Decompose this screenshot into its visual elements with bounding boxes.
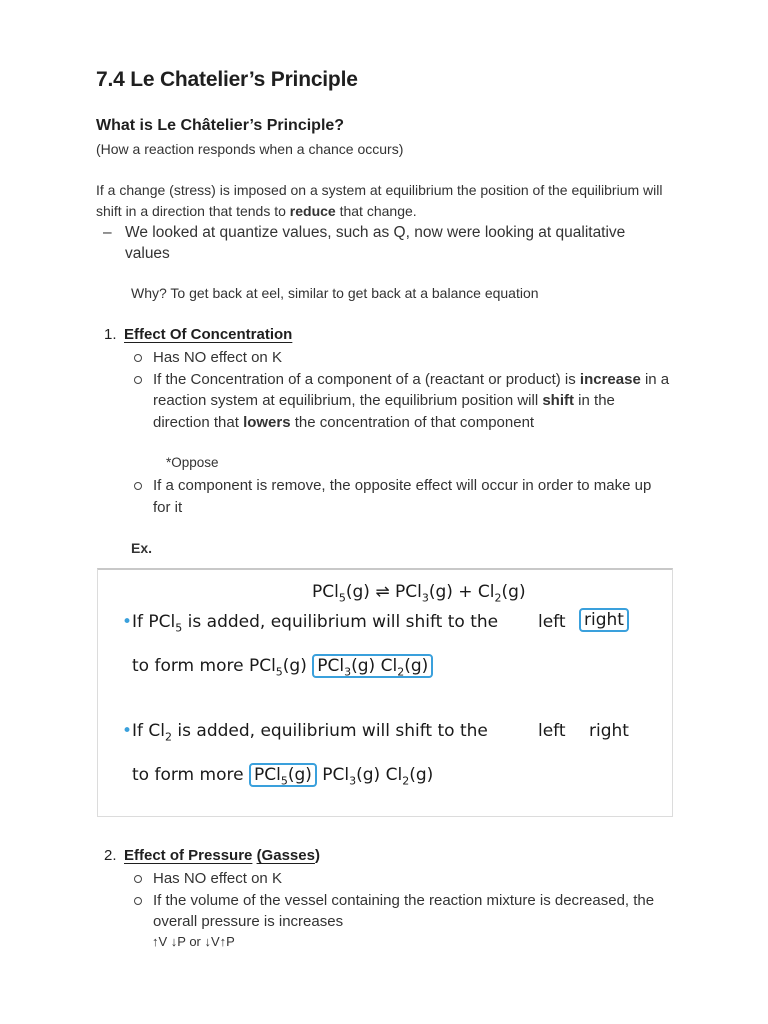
answer-highlight-box: PCl$_3$(g) $Cl_2(g)$ (312, 654, 433, 678)
circle-bullet-icon (134, 376, 142, 384)
section-subheading: (How a reaction responds when a chance occurs) (96, 141, 404, 157)
circle-bullet-icon (134, 875, 142, 883)
section2-list (131, 868, 671, 933)
section1-list-cont (131, 475, 671, 518)
dash-text: We looked at quantize values, such as Q, now were looking at qualitative values (125, 224, 626, 262)
q2-option-right: right (589, 721, 629, 741)
list-item: Has NO effect on K (131, 868, 671, 890)
dash-marker: – (103, 224, 112, 241)
question-1-form: to form more PCl$_5$(g) PCl$_3$(g) $Cl_2(g)$ (132, 656, 433, 678)
section1-heading: 1. Effect Of Concentration (104, 326, 293, 343)
list-item: Has NO effect on K (131, 347, 671, 369)
circle-bullet-icon (134, 354, 142, 362)
section1-list (131, 347, 671, 433)
question-1: •If PCl$_5$ is added, equilibrium will shift to the (122, 612, 499, 635)
bold-reduce: reduce (289, 203, 336, 219)
section2-title: Effect of Pressure (124, 847, 253, 864)
question-2: •If $Cl_2$ is added, equilibrium will shift to the (122, 721, 488, 744)
answer-highlight-box: PCl$_5$(g) (249, 763, 317, 787)
oppose-note: *Oppose (166, 455, 219, 470)
circle-bullet-icon (134, 897, 142, 905)
dash-list-item (103, 222, 673, 264)
list-item: If a component is remove, the opposite effect will occur in order to make up for it (131, 475, 671, 518)
q1-option-right (579, 610, 629, 630)
list-item: If the volume of the vessel containing the reaction mixture is decreased, the overall pressure is increases (131, 890, 671, 933)
example-slide (97, 568, 673, 817)
definition-paragraph: If a change (stress) is imposed on a system at equilibrium the position of the equilibrium will shift in a direction that tends to reduce that change. (96, 182, 663, 219)
page-title: 7.4 Le Chatelier’s Principle (96, 68, 358, 91)
circle-bullet-icon (134, 482, 142, 490)
why-note: Why? To get back at eel, similar to get back at a balance equation (131, 285, 539, 301)
section-heading: What is Le Châtelier’s Principle? (96, 117, 345, 134)
section2-heading: 2. Effect of Pressure (Gasses) (104, 847, 320, 864)
reaction-equation: PCl$_5$(g) ⇌ $PCl_3(g) + Cl_2(g)$ (312, 582, 526, 605)
section1-title: Effect Of Concentration (124, 326, 293, 343)
question-2-form: to form more PCl$_5$(g) PCl$_3$(g) $Cl_2(g)$ (132, 765, 434, 788)
q2-option-left: left (538, 721, 566, 741)
volume-pressure-arrows: ↑V ↓P or ↓V↑P (152, 934, 235, 949)
answer-highlight-box: right (579, 608, 629, 632)
list-item: If the Concentration of a component of a (reactant or product) is increase in a reaction system at equilibrium, the equilibrium position will shift in the direction that lowers the concentration of that component (131, 369, 671, 434)
example-label: Ex. (131, 540, 153, 556)
q1-option-left: left (538, 612, 566, 632)
